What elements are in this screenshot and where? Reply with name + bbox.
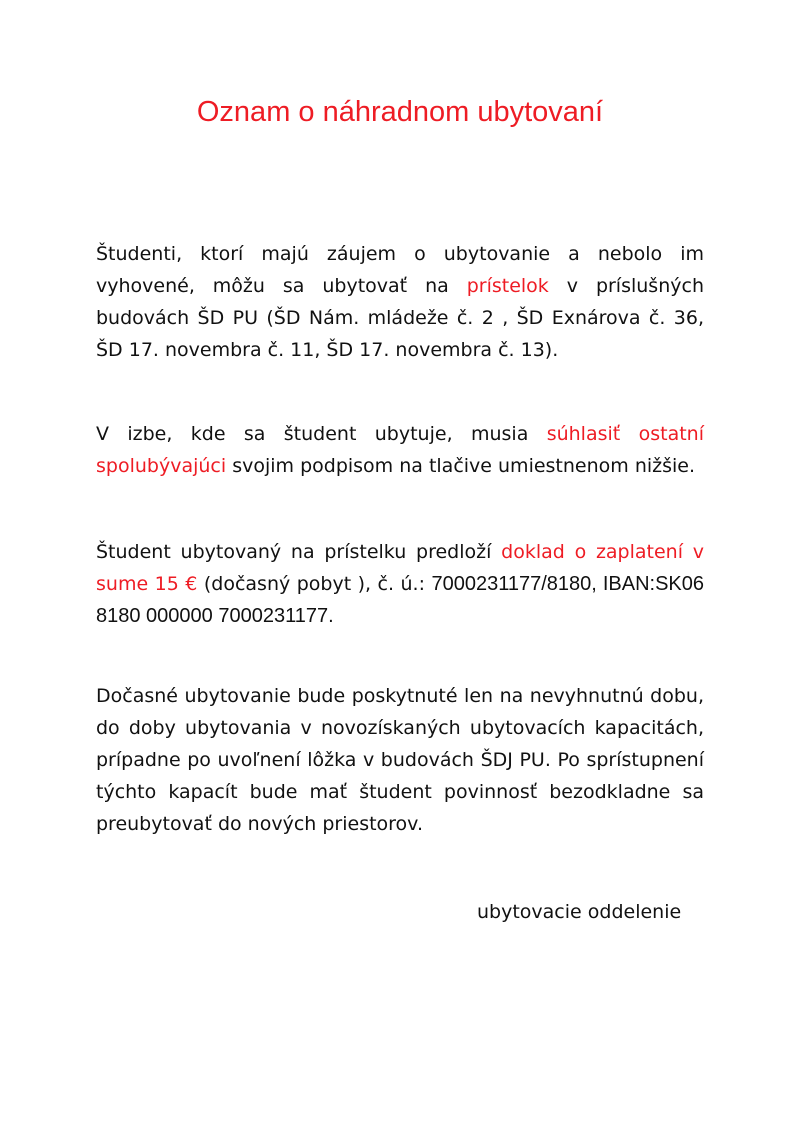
paragraph-text: svojim podpisom na tlačive umiestnenom nižšie. xyxy=(226,455,696,477)
paragraph-text: V izbe, kde sa študent ubytuje, musia xyxy=(96,423,547,445)
page-title: Oznam o náhradnom ubytovaní xyxy=(196,96,604,128)
signature: ubytovacie oddelenie xyxy=(477,901,682,923)
highlight-text: prístelok xyxy=(466,275,549,297)
paragraph-consent xyxy=(96,418,704,482)
account-number: 7000231177/8180, IBAN:SK06 8180 000000 7000231177. xyxy=(96,573,704,627)
highlight-text: doklad o zaplatení v sume 15 € xyxy=(96,541,705,595)
paragraph-eligibility xyxy=(96,238,704,366)
paragraph-text: Študenti, ktorí majú záujem o ubytovanie a nebolo im vyhovené, môžu sa ubytovať na xyxy=(96,243,704,297)
highlight-text: súhlasiť ostatní spolubývajúci xyxy=(96,423,704,477)
paragraph-text: v príslušných budovách ŠD PU (ŠD Nám. mládeže č. 2 , ŠD Exnárova č. 36, ŠD 17. novembra č. 11, ŠD 17. novembra č. 13). xyxy=(96,275,704,361)
paragraph-text: (dočasný pobyt ), č. ú.: xyxy=(197,573,432,595)
paragraph-text: Študent ubytovaný na prístelku predloží xyxy=(96,541,502,563)
paragraph-payment xyxy=(96,536,704,632)
paragraph-temporary: Dočasné ubytovanie bude poskytnuté len na nevyhnutnú dobu, do doby ubytovania v novozískaných ubytovacích kapacitách, prípadne po uvoľnení lôžka v budovách ŠDJ PU. Po sprístupnení týchto kapacít bude mať študent povinnosť bezodkladne sa preubytovať do nových priestorov. xyxy=(96,685,704,835)
